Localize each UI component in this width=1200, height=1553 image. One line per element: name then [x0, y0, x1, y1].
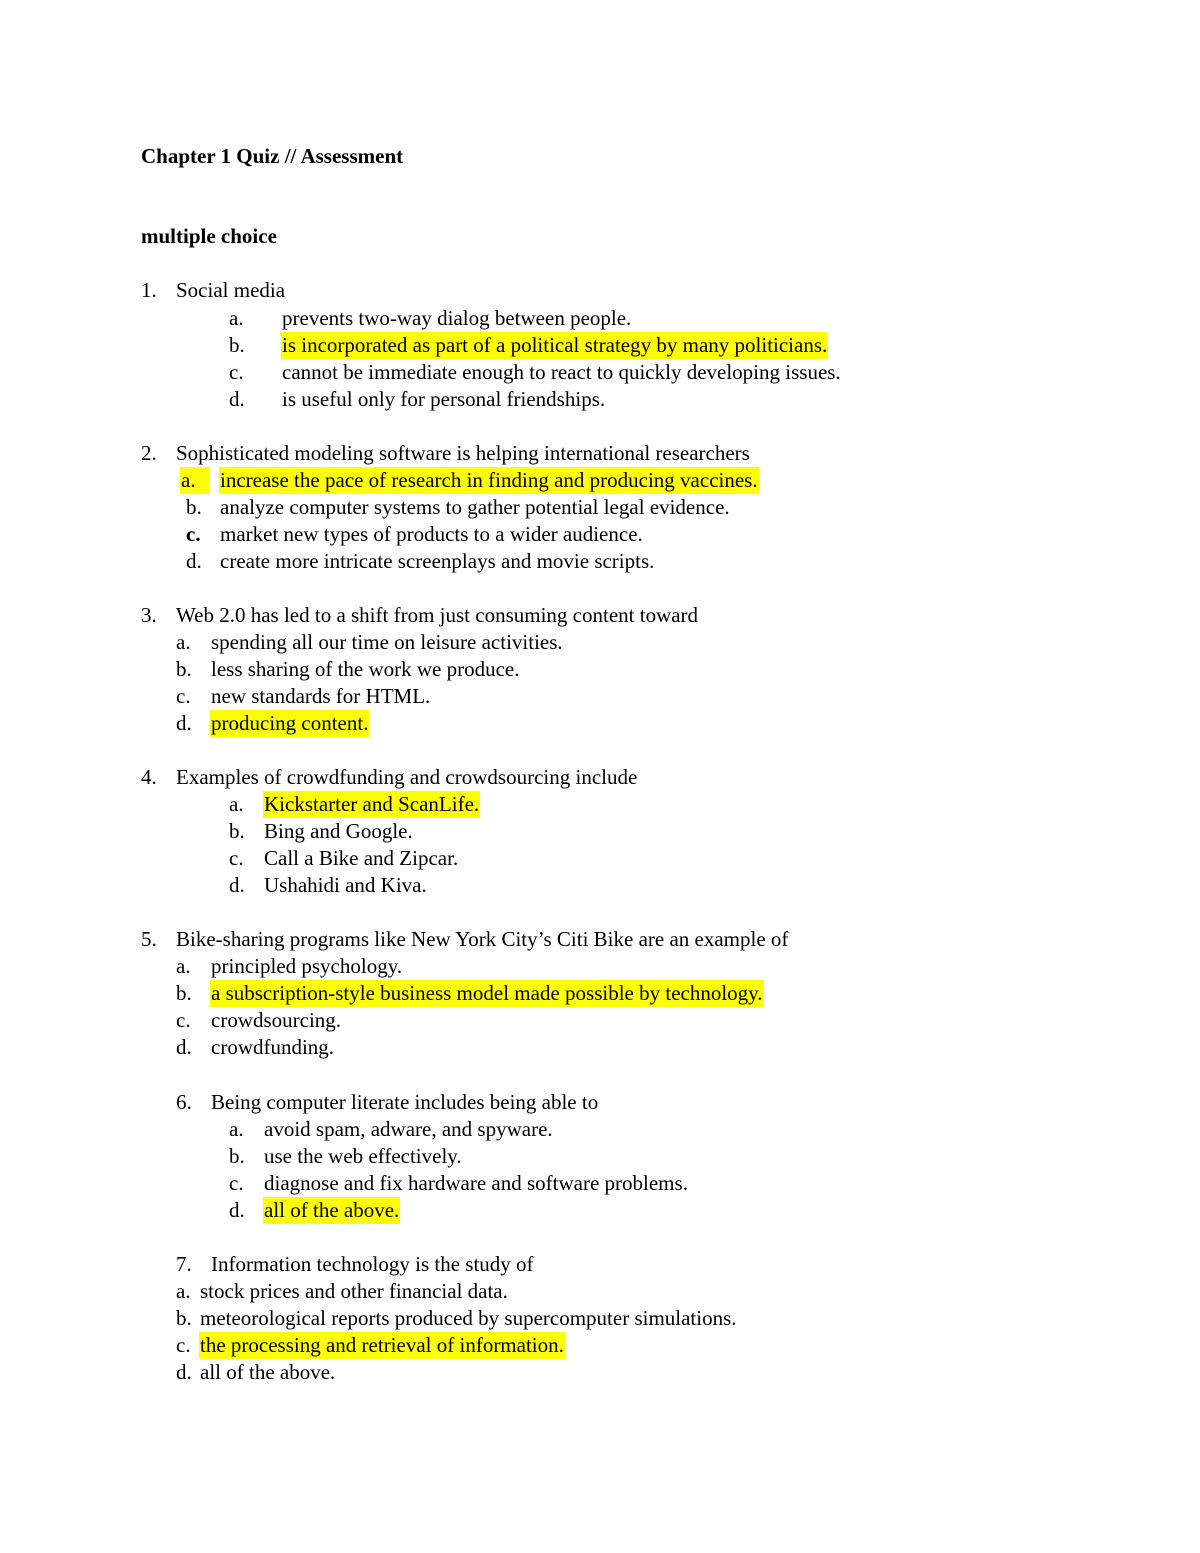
- option-text: Ushahidi and Kiva.: [264, 873, 427, 897]
- option-letter: b.: [176, 1306, 192, 1330]
- option-text: create more intricate screenplays and movie scripts.: [220, 549, 655, 573]
- option-letter: b.: [229, 1144, 245, 1168]
- option-text-correct: Kickstarter and ScanLife.: [264, 792, 480, 816]
- option-letter: a.: [176, 1279, 191, 1303]
- option-letter: a.: [176, 954, 191, 978]
- option-text: crowdfunding.: [211, 1035, 335, 1059]
- option-text: is useful only for personal friendships.: [282, 387, 606, 411]
- option-text: all of the above.: [200, 1360, 336, 1384]
- option-letter: d.: [176, 1360, 192, 1384]
- option-letter: b.: [176, 981, 192, 1005]
- option-letter: a.: [229, 1117, 244, 1141]
- option-letter: d.: [186, 549, 202, 573]
- option-text: diagnose and fix hardware and software problems.: [264, 1171, 688, 1195]
- option-letter: c.: [186, 522, 201, 546]
- option-text: cannot be immediate enough to react to quickly developing issues.: [282, 360, 841, 384]
- option-letter: a.: [176, 630, 191, 654]
- question-stem: Examples of crowdfunding and crowdsourcing include: [176, 765, 638, 789]
- option-text: meteorological reports produced by supercomputer simulations.: [200, 1306, 737, 1330]
- question-stem: Information technology is the study of: [211, 1252, 534, 1276]
- option-text: avoid spam, adware, and spyware.: [264, 1117, 553, 1141]
- option-letter: b.: [176, 657, 192, 681]
- option-letter: a.: [229, 792, 244, 816]
- option-text-correct: increase the pace of research in finding and producing vaccines.: [220, 468, 758, 492]
- option-letter: b.: [229, 819, 245, 843]
- question-number: 1.: [141, 278, 157, 302]
- option-text: use the web effectively.: [264, 1144, 462, 1168]
- option-letter: c.: [229, 1171, 244, 1195]
- option-text: stock prices and other financial data.: [200, 1279, 508, 1303]
- question-number: 7.: [176, 1252, 192, 1276]
- question-number: 4.: [141, 765, 157, 789]
- option-text: Call a Bike and Zipcar.: [264, 846, 459, 870]
- option-text: crowdsourcing.: [211, 1008, 342, 1032]
- option-letter: b.: [186, 495, 202, 519]
- option-text: market new types of products to a wider audience.: [220, 522, 643, 546]
- question-stem: Bike-sharing programs like New York City’s Citi Bike are an example of: [176, 927, 789, 951]
- option-letter: b.: [229, 333, 245, 357]
- option-letter-correct: a.: [180, 467, 210, 494]
- question-number: 6.: [176, 1090, 192, 1114]
- option-letter: d.: [176, 1035, 192, 1059]
- option-letter: d.: [229, 873, 245, 897]
- question-stem: Being computer literate includes being able to: [211, 1090, 599, 1114]
- question-number: 2.: [141, 441, 157, 465]
- option-letter: c.: [176, 684, 191, 708]
- document-title: Chapter 1 Quiz // Assessment: [141, 144, 404, 168]
- option-text-correct: is incorporated as part of a political strategy by many politicians.: [282, 333, 828, 357]
- option-text: principled psychology.: [211, 954, 403, 978]
- option-text: Bing and Google.: [264, 819, 413, 843]
- option-letter: c.: [229, 846, 244, 870]
- question-stem: Web 2.0 has led to a shift from just consuming content toward: [176, 603, 699, 627]
- section-heading: multiple choice: [141, 224, 277, 248]
- option-text: new standards for HTML.: [211, 684, 431, 708]
- option-letter: c.: [176, 1008, 191, 1032]
- option-text-correct: a subscription-style business model made possible by technology.: [211, 981, 763, 1005]
- option-letter: d.: [229, 387, 245, 411]
- question-number: 3.: [141, 603, 157, 627]
- question-number: 5.: [141, 927, 157, 951]
- option-letter: c.: [176, 1333, 191, 1357]
- option-letter: d.: [229, 1198, 245, 1222]
- question-stem: Social media: [176, 278, 286, 302]
- option-letter: d.: [176, 711, 192, 735]
- option-letter: a.: [229, 306, 244, 330]
- question-stem: Sophisticated modeling software is helping international researchers: [176, 441, 750, 465]
- option-letter: c.: [229, 360, 244, 384]
- option-text: spending all our time on leisure activities.: [211, 630, 563, 654]
- option-text: prevents two-way dialog between people.: [282, 306, 632, 330]
- option-text: analyze computer systems to gather potential legal evidence.: [220, 495, 730, 519]
- option-text-correct: producing content.: [211, 711, 369, 735]
- option-text-correct: all of the above.: [264, 1198, 400, 1222]
- option-text-correct: the processing and retrieval of information.: [200, 1333, 564, 1357]
- option-text: less sharing of the work we produce.: [211, 657, 520, 681]
